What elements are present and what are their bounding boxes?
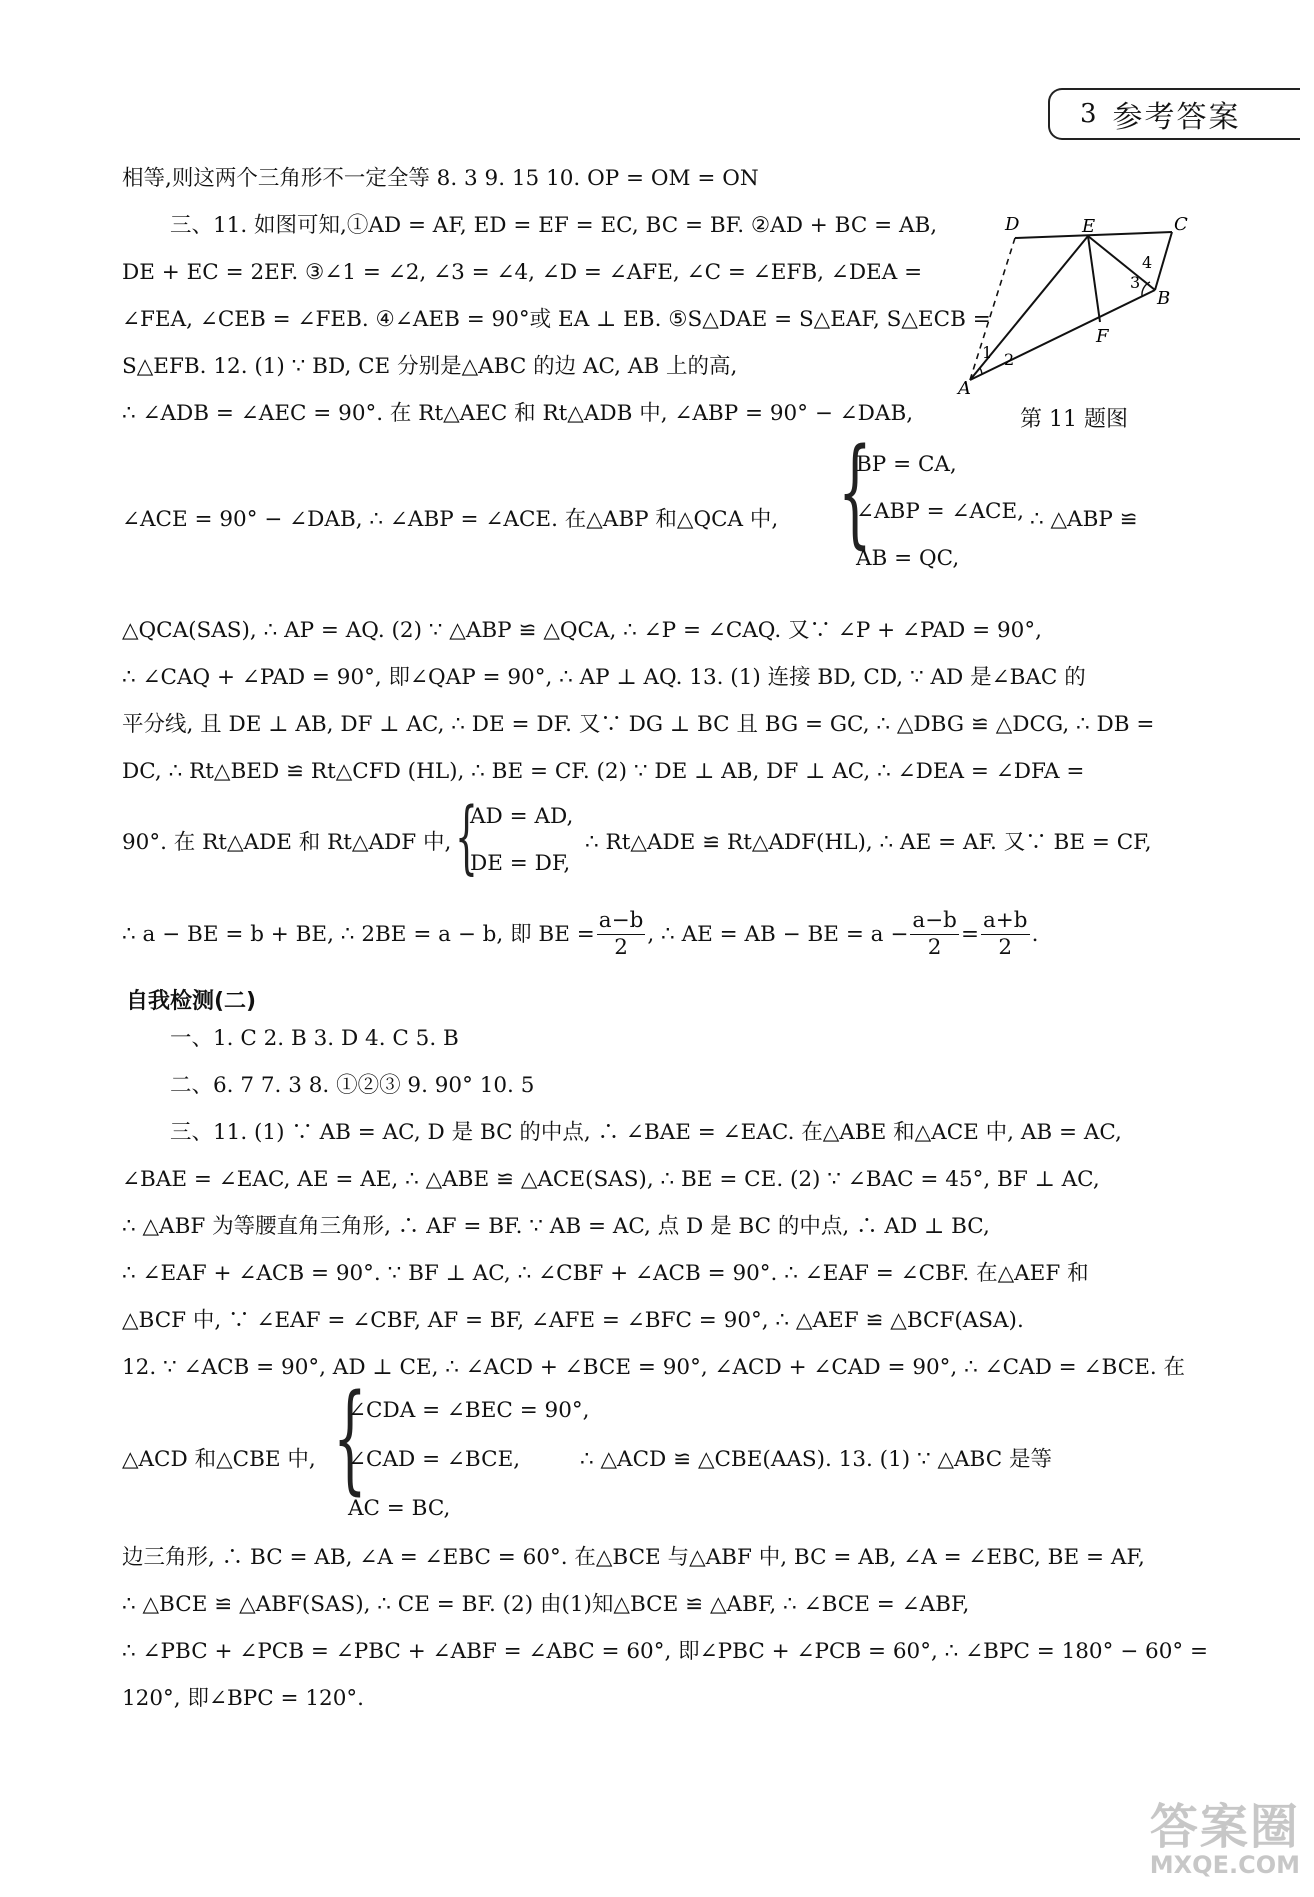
label-e: E: [1082, 216, 1096, 237]
text-line: ∠ACE = 90° − ∠DAB, ∴ ∠ABP = ∠ACE. 在△ABP 和△QCA 中,: [122, 507, 779, 532]
section-title: 参考答案: [1112, 100, 1241, 135]
fraction: [597, 908, 646, 961]
segment-ef: [1088, 236, 1100, 322]
system-line: AD = AD,: [470, 804, 574, 829]
formula-text: , ∴ AE = AB − BE = a −: [647, 921, 909, 947]
text-line: ∴ ∠CAQ + ∠PAD = 90°, 即∠QAP = 90°, ∴ AP ⊥ AQ. 13. (1) 连接 BD, CD, ∵ AD 是∠BAC 的: [122, 665, 1086, 690]
label-f: F: [1096, 326, 1109, 347]
label-angle-4: 4: [1142, 253, 1153, 272]
label-c: C: [1174, 214, 1188, 235]
text-line: 相等,则这两个三角形不一定全等 8. 3 9. 15 10. OP = OM = ON: [122, 166, 759, 191]
text-line: S△EFB. 12. (1) ∵ BD, CE 分别是△ABC 的边 AC, AB 上的高,: [122, 354, 738, 379]
numerator: a−b: [598, 908, 644, 933]
formula-text: .: [1031, 921, 1039, 947]
label-angle-1: 1: [982, 343, 993, 362]
label-angle-2: 2: [1004, 350, 1015, 369]
system-line: ∠CDA = ∠BEC = 90°,: [348, 1398, 590, 1423]
text-line: 边三角形, ∴ BC = AB, ∠A = ∠EBC = 60°. 在△BCE 与△ABF 中, BC = AB, ∠A = ∠EBC, BE = AF,: [122, 1545, 1145, 1570]
text-line: 一、1. C 2. B 3. D 4. C 5. B: [170, 1026, 459, 1051]
denominator: 2: [614, 935, 628, 960]
section-tab: [1048, 88, 1300, 140]
text-line: ∴ △ACD ≌ △CBE(AAS). 13. (1) ∵ △ABC 是等: [580, 1447, 1053, 1472]
system-line: BP = CA,: [856, 452, 957, 477]
text-line: △BCF 中, ∵ ∠EAF = ∠CBF, AF = BF, ∠AFE = ∠BFC = 90°, ∴ △AEF ≌ △BCF(ASA).: [122, 1308, 1024, 1333]
segment-ab: [970, 290, 1155, 380]
system-line: DE = DF,: [470, 851, 571, 876]
text-line: 90°. 在 Rt△ADE 和 Rt△ADF 中,: [122, 830, 452, 855]
text-line: DC, ∴ Rt△BED ≌ Rt△CFD (HL), ∴ BE = CF. (2) ∵ DE ⊥ AB, DF ⊥ AC, ∴ ∠DEA = ∠DFA =: [122, 759, 1085, 784]
text-line: ∴ Rt△ADE ≌ Rt△ADF(HL), ∴ AE = AF. 又∵ BE = CF,: [585, 830, 1152, 855]
label-angle-3: 3: [1130, 273, 1141, 292]
text-line: 三、11. 如图可知,①AD = AF, ED = EF = EC, BC = BF. ②AD + BC = AB,: [170, 213, 938, 238]
brace: {: [455, 790, 478, 883]
text-line: ∠BAE = ∠EAC, AE = AE, ∴ △ABE ≌ △ACE(SAS), ∴ BE = CE. (2) ∵ ∠BAC = 45°, BF ⊥ AC,: [122, 1167, 1100, 1192]
text-line: ∴ △BCE ≌ △ABF(SAS), ∴ CE = BF. (2) 由(1)知△BCE ≌ △ABF, ∴ ∠BCE = ∠ABF,: [122, 1592, 970, 1617]
figure-caption: 第 11 题图: [1020, 407, 1128, 432]
label-b: B: [1157, 288, 1171, 309]
watermark-url: MXQE.COM: [1149, 1851, 1300, 1879]
fraction: [981, 908, 1030, 961]
text-line: 二、6. 7 7. 3 8. ①②③ 9. 90° 10. 5: [170, 1073, 535, 1098]
page-number: 3: [1080, 99, 1097, 129]
text-line: 三、11. (1) ∵ AB = AC, D 是 BC 的中点, ∴ ∠BAE = ∠EAC. 在△ABE 和△ACE 中, AB = AC,: [170, 1120, 1122, 1145]
text-line: ∴ △ABP ≌: [1030, 507, 1138, 532]
text-line: △QCA(SAS), ∴ AP = AQ. (2) ∵ △ABP ≌ △QCA, ∴ ∠P = ∠CAQ. 又∵ ∠P + ∠PAD = 90°,: [122, 618, 1042, 643]
text-line: ∴ ∠EAF + ∠ACB = 90°. ∵ BF ⊥ AC, ∴ ∠CBF + ∠ACB = 90°. ∴ ∠EAF = ∠CBF. 在△AEF 和: [122, 1261, 1089, 1286]
segment-cb: [1155, 232, 1172, 290]
numerator: a−b: [912, 908, 957, 933]
formula-text: ∴ a − BE = b + BE, ∴ 2BE = a − b, 即 BE =: [122, 921, 595, 947]
denominator: 2: [998, 935, 1013, 960]
label-d: D: [1005, 214, 1020, 235]
label-a: A: [958, 378, 971, 399]
text-line: 12. ∵ ∠ACB = 90°, AD ⊥ CE, ∴ ∠ACD + ∠BCE = 90°, ∠ACD + ∠CAD = 90°, ∴ ∠CAD = ∠BCE. 在: [122, 1355, 1186, 1380]
system-line: AB = QC,: [856, 546, 960, 571]
section-heading: 自我检测(二): [126, 989, 257, 1014]
brace: {: [333, 1368, 367, 1506]
brace: {: [838, 422, 872, 560]
text-line: ∴ △ABF 为等腰直角三角形, ∴ AF = BF. ∵ AB = AC, 点 D 是 BC 的中点, ∴ AD ⊥ BC,: [122, 1214, 990, 1239]
text-line: 120°, 即∠BPC = 120°.: [122, 1686, 364, 1711]
text-line: △ACD 和△CBE 中,: [122, 1447, 316, 1472]
formula-text: =: [960, 921, 979, 947]
formula-line: [122, 908, 1038, 961]
fraction: [910, 908, 959, 961]
text-line: ∴ ∠ADB = ∠AEC = 90°. 在 Rt△AEC 和 Rt△ADB 中, ∠ABP = 90° − ∠DAB,: [122, 401, 914, 426]
text-line: ∴ ∠PBC + ∠PCB = ∠PBC + ∠ABF = ∠ABC = 60°, 即∠PBC + ∠PCB = 60°, ∴ ∠BPC = 180° − 60° =: [122, 1639, 1209, 1664]
watermark-text: 答案圈: [1149, 1799, 1300, 1855]
watermark-logo: [1150, 1788, 1300, 1879]
text-line: ∠FEA, ∠CEB = ∠FEB. ④∠AEB = 90°或 EA ⊥ EB. ⑤S△DAE = S△EAF, S△ECB =: [122, 307, 991, 332]
geometry-figure: [958, 210, 1190, 399]
angle-arc-a: [980, 368, 982, 374]
numerator: a+b: [982, 908, 1028, 933]
denominator: 2: [927, 935, 942, 960]
text-line: DE + EC = 2EF. ③∠1 = ∠2, ∠3 = ∠4, ∠D = ∠AFE, ∠C = ∠EFB, ∠DEA =: [122, 260, 923, 285]
system-line: AC = BC,: [348, 1496, 451, 1521]
system-line: ∠ABP = ∠ACE,: [856, 499, 1025, 524]
text-line: 平分线, 且 DE ⊥ AB, DF ⊥ AC, ∴ DE = DF. 又∵ DG ⊥ BC 且 BG = GC, ∴ △DBG ≌ △DCG, ∴ DB =: [122, 712, 1155, 737]
system-line: ∠CAD = ∠BCE,: [348, 1447, 521, 1472]
